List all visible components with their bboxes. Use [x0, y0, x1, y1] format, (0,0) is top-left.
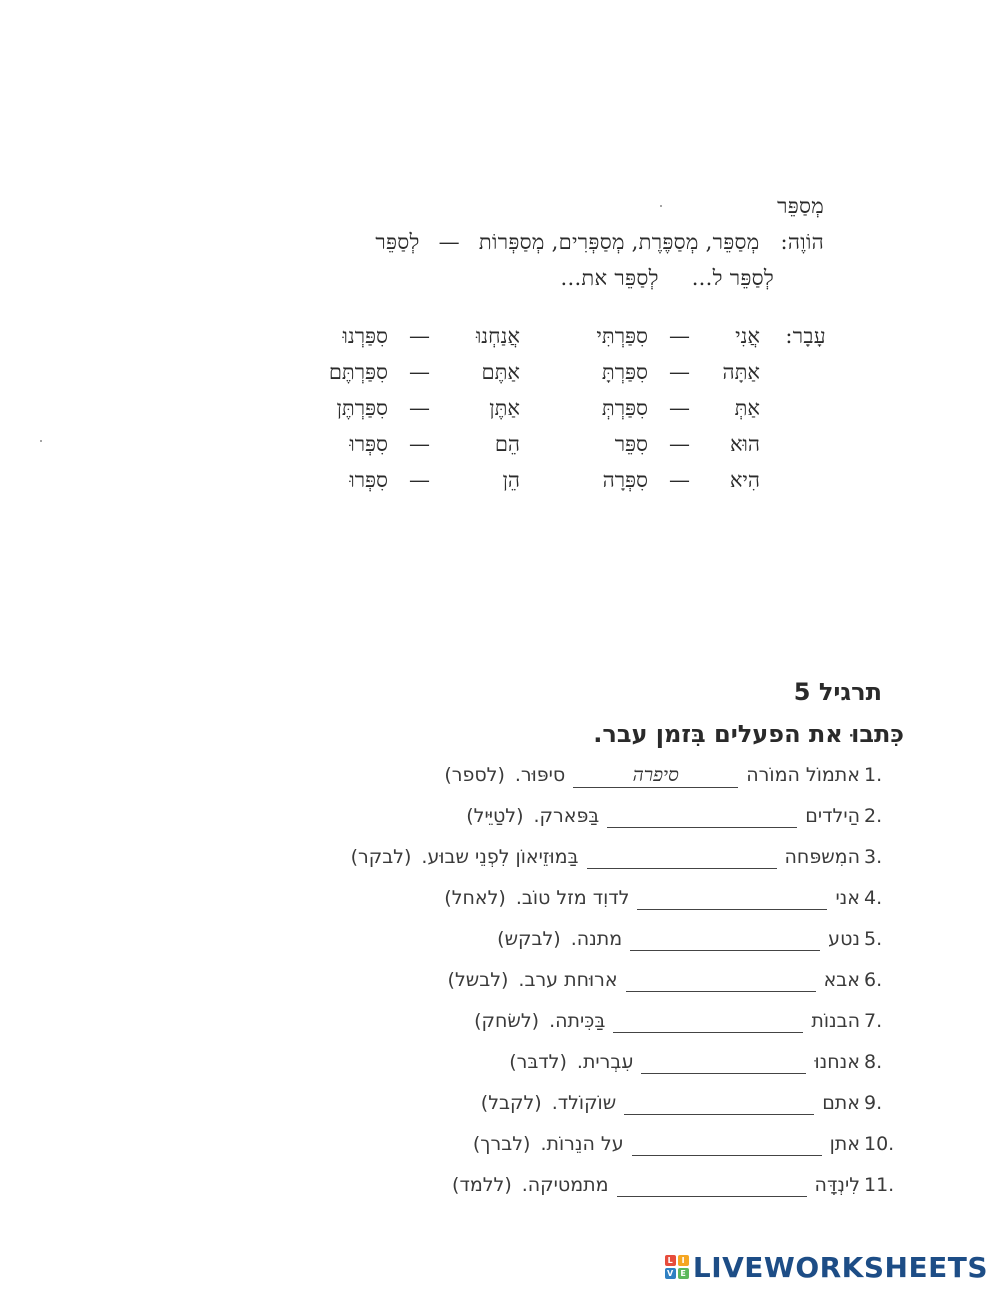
answer-input[interactable]	[607, 805, 797, 828]
question-number: 4.	[864, 887, 883, 909]
question-text	[448, 969, 860, 992]
verb-form-singular: סִפְּרָה	[602, 468, 648, 492]
liveworksheets-logo	[665, 1252, 988, 1282]
pronoun-plural: הֵם	[494, 432, 520, 456]
logo-text: LIVEWORKSHEETS	[692, 1250, 988, 1284]
dash: —	[669, 432, 690, 456]
present-tense-row	[375, 230, 824, 255]
question-row	[140, 965, 883, 1006]
dash: —	[669, 396, 690, 420]
verb-hint: (לבשל)	[447, 969, 509, 991]
question-subject: אבא	[823, 969, 860, 991]
dash: —	[409, 432, 430, 456]
question-text	[509, 1051, 860, 1074]
question-continuation: על הנֵרוֹת.	[540, 1133, 624, 1155]
question-continuation: לדוִד מזל טוֹב.	[515, 887, 630, 909]
present-forms: מְסַפֵּר, מְסַפֶּרֶת, מְסַפְּרִים, מְסַפְּרוֹת	[478, 230, 760, 254]
question-number: 8.	[864, 1051, 883, 1073]
pronoun-singular: אֲנִי	[735, 324, 760, 348]
logo-mark-icon: L I V E	[665, 1255, 689, 1279]
answer-input[interactable]	[573, 765, 738, 788]
pronoun-plural: אֲנַחְנוּ	[475, 324, 520, 348]
verb-form-singular: סִפֵּר	[614, 432, 648, 456]
pronoun-singular: הִיא	[729, 468, 760, 492]
pronoun-plural: הֵן	[502, 468, 520, 492]
verb-title: מְסַפֵּר	[777, 194, 824, 218]
answer-input[interactable]	[624, 1092, 814, 1115]
question-text	[452, 1174, 860, 1197]
pronoun-singular: אַתְּ	[734, 396, 760, 420]
question-row	[140, 1170, 895, 1211]
verb-form-plural: סִפַּרְתֶּם	[328, 360, 388, 384]
question-number: 2.	[864, 805, 883, 827]
question-text	[444, 887, 860, 910]
answer-input[interactable]	[626, 969, 816, 992]
verb-form-plural: סִפַּרְתֶּן	[336, 396, 388, 420]
dash: —	[409, 324, 430, 348]
question-continuation: שוֹקוֹלד.	[551, 1092, 617, 1114]
past-row	[280, 396, 760, 432]
scan-speck	[40, 440, 42, 442]
question-subject: המִשפּחה	[784, 846, 860, 868]
question-continuation: בַּכִּיתה.	[549, 1010, 606, 1032]
question-subject: אתן	[829, 1133, 860, 1155]
answer-input[interactable]	[637, 887, 827, 910]
answer-input[interactable]	[617, 1174, 807, 1197]
question-number: 7.	[864, 1010, 883, 1032]
question-continuation: עִבְרית.	[576, 1051, 634, 1073]
verb-form-singular: סִפַּרְתָּ	[601, 360, 648, 384]
question-row	[140, 1129, 895, 1170]
verb-hint: (לספר)	[444, 764, 505, 786]
verb-hint: (לדבּר)	[509, 1051, 567, 1073]
pronoun-plural: אַתֶּם	[481, 360, 520, 384]
verb-hint: (לבקר)	[350, 846, 412, 868]
infinitive-uses-row	[535, 266, 775, 291]
question-text	[466, 805, 860, 828]
verb-form-singular: סִפַּרְתִּי	[596, 324, 648, 348]
question-continuation: בַּפּארק.	[533, 805, 600, 827]
question-subject: לִינְדָּה	[814, 1174, 860, 1196]
question-text	[474, 1010, 860, 1033]
question-continuation: סיפּוּר.	[514, 764, 566, 786]
present-dash: —	[438, 230, 460, 254]
question-text	[497, 928, 860, 951]
question-number: 5.	[864, 928, 883, 950]
scan-speck	[660, 205, 662, 207]
answer-input[interactable]	[641, 1051, 806, 1074]
question-continuation: בַּמוּזֵיאוֹן לִפְנֵי שבוּע.	[421, 846, 579, 868]
verb-hint: (לשׂחק)	[474, 1010, 540, 1032]
question-subject: הַילדים	[805, 805, 860, 827]
pronoun-singular: אַתָּה	[722, 360, 760, 384]
question-number: 3.	[864, 846, 883, 868]
answer-input[interactable]	[630, 928, 820, 951]
question-subject: נטע	[828, 928, 860, 950]
question-text	[473, 1133, 860, 1156]
past-label: עָבָר:	[785, 324, 826, 348]
verb-hint: (ללמד)	[452, 1174, 512, 1196]
verb-hint: (לטַיֵּיל)	[466, 805, 524, 827]
question-row	[140, 760, 883, 801]
question-number: 11.	[864, 1174, 895, 1196]
dash: —	[669, 324, 690, 348]
question-list	[140, 760, 895, 1211]
infinitive-use-1: לְסַפֵּר ל...	[691, 266, 774, 290]
verb-form-plural: סִפְּרוּ	[349, 468, 388, 492]
verb-form-plural: סִפַּרְנוּ	[342, 324, 388, 348]
question-number: 10.	[864, 1133, 895, 1155]
pronoun-singular: הוּא	[729, 432, 760, 456]
past-row	[280, 360, 760, 396]
past-row	[280, 324, 760, 360]
verb-hint: (לבקש)	[497, 928, 561, 950]
question-row	[140, 883, 883, 924]
question-number: 9.	[864, 1092, 883, 1114]
question-subject: אתמוֹל המוֹרה	[746, 764, 860, 786]
question-row	[140, 1088, 883, 1129]
question-row	[140, 1047, 883, 1088]
dash: —	[409, 468, 430, 492]
past-row	[280, 432, 760, 468]
question-row	[140, 1006, 883, 1047]
exercise-title: תרגיל 5	[793, 678, 882, 706]
question-continuation: ארוּחת ערב.	[518, 969, 618, 991]
answer-input[interactable]	[632, 1133, 822, 1156]
exercise-instruction: כִּתבוּ את הפעלים בִּזמן עבר.	[593, 720, 904, 748]
question-row	[140, 842, 883, 883]
answer-input[interactable]	[587, 846, 777, 869]
verb-hint: (לקבל)	[480, 1092, 542, 1114]
dash: —	[409, 396, 430, 420]
question-number: 1.	[864, 764, 883, 786]
past-row	[280, 468, 760, 504]
pronoun-plural: אַתֶּן	[489, 396, 520, 420]
infinitive-use-2: לְסַפֵּר את...	[560, 266, 659, 290]
question-number: 6.	[864, 969, 883, 991]
question-text	[444, 764, 860, 788]
question-subject: אני	[835, 887, 860, 909]
question-subject: הבנוֹת	[811, 1010, 860, 1032]
verb-hint: (לאחל)	[444, 887, 506, 909]
question-subject: אנחנוּ	[814, 1051, 860, 1073]
verb-hint: (לברך)	[472, 1133, 531, 1155]
question-row	[140, 924, 883, 965]
question-row	[140, 801, 883, 842]
dash: —	[669, 468, 690, 492]
verb-form-plural: סִפְּרוּ	[349, 432, 388, 456]
answer-input[interactable]	[613, 1010, 803, 1033]
infinitive: לְסַפֵּר	[375, 230, 420, 254]
dash: —	[409, 360, 430, 384]
past-conjugation-table	[280, 324, 760, 504]
question-text	[351, 846, 860, 869]
question-text	[481, 1092, 860, 1115]
dash: —	[669, 360, 690, 384]
question-continuation: מתמטיקה.	[521, 1174, 609, 1196]
question-continuation: מתנה.	[570, 928, 623, 950]
question-subject: אתם	[822, 1092, 860, 1114]
verb-form-singular: סִפַּרְתְּ	[601, 396, 648, 420]
present-label: הוֹוֶה:	[780, 230, 824, 254]
